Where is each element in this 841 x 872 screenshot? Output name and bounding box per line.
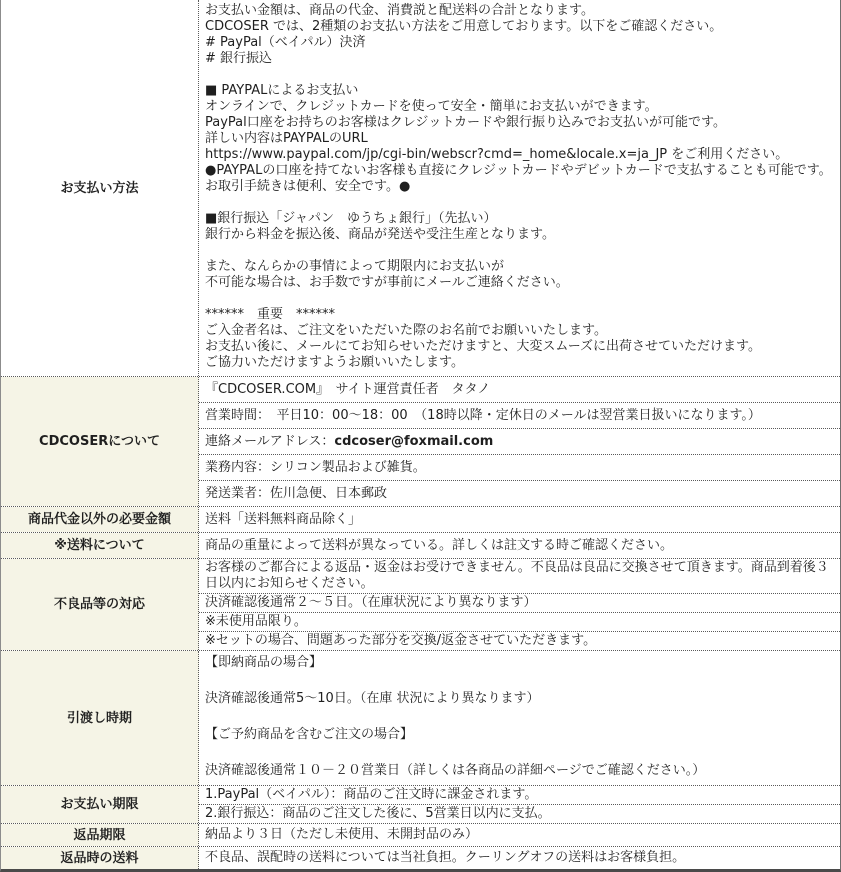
content-line: 決済確認後通常5～10日。（在庫 状況により異なります）	[205, 691, 540, 706]
paypal-deadline-row: 1.PayPal（ベイパル）：商品のご注文時に課金されます。	[205, 787, 538, 802]
content-line: PayPal口座をお持ちのお客様はクレジットカードや銀行振り込みでお支払いが可能です。	[205, 115, 726, 130]
payment-deadline-content	[199, 786, 840, 823]
row-extra-fees	[1, 506, 840, 532]
content-line: # 銀行振込	[205, 51, 273, 66]
content-line: ■ PAYPALによるお支払い	[205, 83, 359, 98]
set-exchange-row: ※セットの場合、問題あった部分を交換/返金させていただきます。	[199, 631, 840, 650]
business-hours-row: 営業時間： 平日10：00～18：00 （18時以降・定休日のメールは翌営業日扱いになります。）	[199, 402, 840, 428]
content-line: ■銀行振込「ジャパン ゆうちょ銀行」（先払い）	[205, 211, 497, 226]
payment-method-text-block	[199, 0, 840, 376]
extra-fees-content	[199, 507, 840, 532]
content-line: ●PAYPALの口座を持てないお客様も直接にクレジットカードやデビットカードで支払することも可能です。	[205, 163, 832, 178]
blank-line	[205, 67, 834, 83]
label-about-cdcoser: CDCOSERについて	[1, 377, 199, 506]
delivery-time-content	[199, 651, 840, 785]
content-line: 決済確認後通常１０－２０営業日（詳しくは各商品の詳細ページでご確認ください。）	[205, 763, 706, 778]
content-line: また、なんらかの事情によって期限内にお支払いが	[205, 259, 505, 274]
bank-deadline-row: 2.銀行振込：商品のご注文した後に、5営業日以内に支払。	[199, 804, 840, 823]
shipping-fee-text: 商品の重量によって送料が異なっている。詳しくは註文する時ご確認ください。	[205, 538, 674, 553]
content-line: CDCOSER では、2種類のお支払い方法をご用意しております。以下をご確認ください。	[205, 19, 723, 34]
label-delivery-time: 引渡し時期	[1, 651, 199, 785]
defective-items-content	[199, 559, 840, 650]
returns-policy-row: お客様のご都合による返品・返金はお受けできません。不良品は良品に交換させて頂きます。商品到着後３日以内にお知らせください。	[205, 560, 829, 591]
label-return-shipping: 返品時の送料	[1, 847, 199, 869]
row-about-cdcoser	[1, 376, 840, 506]
delivery-time-text-block	[199, 651, 840, 785]
blank-line	[205, 291, 834, 307]
content-line: ご入金者名は、ご注文をいただいた際のお名前でお願いいたします。	[205, 323, 607, 338]
blank-line	[205, 708, 834, 726]
about-cdcoser-content	[199, 377, 840, 506]
exchange-time-row: 決済確認後通常２～５日。（在庫状況により異なります）	[199, 593, 840, 612]
shipping-carrier-row: 発送業者：佐川急便、日本郵政	[199, 480, 840, 506]
content-line: # PayPal（ベイパル）決済	[205, 35, 366, 50]
blank-line	[205, 243, 834, 259]
row-return-shipping	[1, 846, 840, 869]
content-line: お取引手続きは便利、安全です。●	[205, 179, 411, 194]
content-line: 詳しい内容はPAYPALのURL	[205, 131, 368, 146]
extra-fees-text: 送料「送料無料商品除く」	[205, 512, 362, 527]
important-note-heading: ****** 重要 ******	[205, 307, 336, 322]
contact-email-row	[199, 428, 840, 454]
shipping-fee-content	[199, 533, 840, 558]
content-line: 【ご予約商品を含むご注文の場合】	[205, 727, 414, 742]
unused-only-row: ※未使用品限り。	[199, 612, 840, 631]
site-operator-row: 『CDCOSER.COM』 サイト運営責任者 タタノ	[205, 382, 491, 397]
content-line: オンラインで、クレジットカードを使って安全・簡単にお支払いができます。	[205, 99, 658, 114]
label-return-deadline: 返品期限	[1, 824, 199, 846]
content-line: お支払い後に、メールにてお知らせいただけますと、大変スムーズに出荷させていただけます。	[205, 339, 762, 354]
row-return-deadline	[1, 823, 840, 846]
label-payment-deadline: お支払い期限	[1, 786, 199, 823]
row-payment-method	[1, 0, 840, 376]
label-extra-fees: 商品代金以外の必要金額	[1, 507, 199, 532]
email-address: cdcoser@foxmail.com	[334, 434, 494, 449]
row-defective-items	[1, 558, 840, 650]
row-delivery-time	[1, 650, 840, 785]
return-deadline-content	[199, 824, 840, 846]
return-shipping-text: 不良品、誤配時の送料については当社負担。クーリングオフの送料はお客様負担。	[205, 850, 686, 865]
label-payment-method: お支払い方法	[1, 0, 199, 376]
label-defective-items: 不良品等の対応	[1, 559, 199, 650]
content-line: 銀行から料金を振込後、商品が発送や受注生産となります。	[205, 227, 555, 242]
blank-line	[205, 195, 834, 211]
return-shipping-content	[199, 847, 840, 869]
contact-email-label: 連絡メールアドレス：	[205, 434, 335, 449]
row-payment-deadline	[1, 785, 840, 823]
content-line: 不可能な場合は、お手数ですが事前にメールご連絡ください。	[205, 275, 569, 290]
row-shipping-fee	[1, 532, 840, 558]
content-line: お支払い金額は、商品の代金、消費説と配送料の合計となります。	[205, 3, 594, 18]
blank-line	[205, 744, 834, 762]
paypal-url-text: https://www.paypal.com/jp/cgi-bin/webscr?cmd=_home&locale.x=ja_JP をご利用ください。	[205, 147, 789, 162]
content-line: 【即納商品の場合】	[205, 655, 323, 670]
content-line: ご協力いただけますようお願いいたします。	[205, 355, 464, 370]
return-deadline-text: 納品より３日（ただし未使用、未開封品のみ）	[205, 827, 479, 842]
payment-method-content	[199, 0, 840, 376]
blank-line	[205, 672, 834, 690]
business-description-row: 業務内容：シリコン製品および雑貨。	[199, 454, 840, 480]
label-shipping-fee: ※送料について	[1, 533, 199, 558]
